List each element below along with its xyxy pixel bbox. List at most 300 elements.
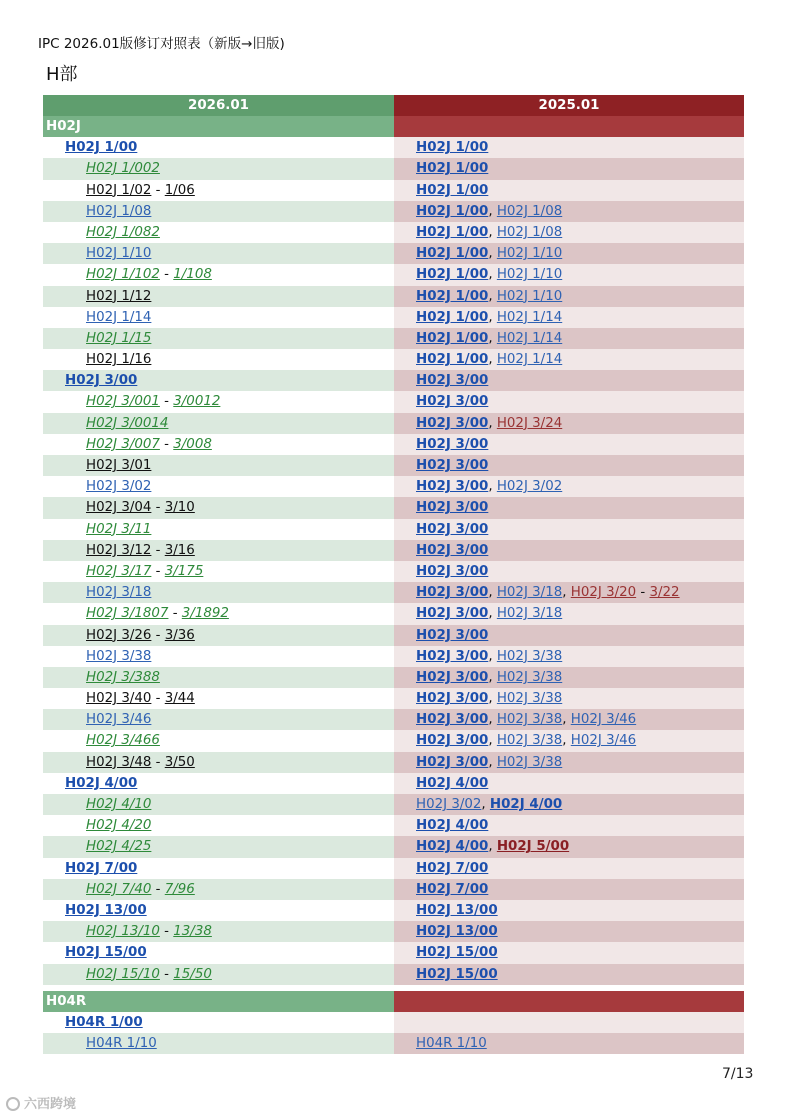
ipc-code-link[interactable]: H02J 3/24 xyxy=(496,415,563,431)
separator: , xyxy=(488,203,497,219)
table-row xyxy=(43,646,744,667)
new-code-cell xyxy=(43,730,394,751)
separator: , xyxy=(488,606,497,622)
table-row xyxy=(43,815,744,836)
separator: - xyxy=(151,542,165,558)
ipc-code-link[interactable]: H02J 4/00 xyxy=(65,775,138,791)
table-row xyxy=(43,603,744,624)
comparison-table xyxy=(43,95,744,1054)
new-code-cell xyxy=(43,391,394,412)
separator: - xyxy=(151,500,165,516)
table-row xyxy=(43,201,744,222)
ipc-code-link[interactable]: H02J 3/17 xyxy=(86,563,152,579)
new-code-cell xyxy=(43,964,394,985)
ipc-code-link[interactable]: 15/50 xyxy=(173,966,212,982)
old-code-cell xyxy=(394,730,744,751)
separator: , xyxy=(488,330,497,346)
ipc-code-link[interactable]: 3/008 xyxy=(173,436,212,452)
separator: , xyxy=(488,754,497,770)
ipc-code-link[interactable]: H02J 3/00 xyxy=(416,394,489,410)
ipc-code-link[interactable]: H02J 1/00 xyxy=(416,203,489,219)
new-code-cell xyxy=(43,286,394,307)
watermark-logo-icon xyxy=(6,1097,20,1111)
ipc-code-link[interactable]: H02J 1/00 xyxy=(416,330,489,346)
old-code-cell xyxy=(394,158,744,179)
new-code-cell xyxy=(43,603,394,624)
ipc-code-link[interactable]: H02J 3/001 xyxy=(86,394,160,410)
ipc-code-link[interactable]: H02J 15/00 xyxy=(416,945,498,961)
separator: , xyxy=(488,839,497,855)
ipc-code-link[interactable]: H02J 3/00 xyxy=(416,458,489,473)
ipc-code-link[interactable]: H02J 3/02 xyxy=(416,797,482,812)
ipc-code-link[interactable]: H02J 7/00 xyxy=(65,860,138,876)
ipc-code-link[interactable]: H04R 1/10 xyxy=(86,1036,157,1052)
old-code-cell xyxy=(394,307,744,328)
table-row xyxy=(43,773,744,794)
ipc-code-link[interactable]: H02J 3/12 xyxy=(86,542,152,558)
ipc-code-link[interactable]: H02J 3/48 xyxy=(86,754,152,770)
separator: , xyxy=(488,585,497,601)
ipc-code-link[interactable]: H02J 4/00 xyxy=(416,839,489,855)
ipc-code-link[interactable]: H02J 3/01 xyxy=(86,458,152,473)
new-code-cell xyxy=(43,773,394,794)
new-code-cell xyxy=(43,794,394,815)
ipc-code-link[interactable]: H02J 3/02 xyxy=(86,479,152,495)
ipc-code-link[interactable]: H02J 3/38 xyxy=(496,669,563,685)
old-code-cell xyxy=(394,455,744,476)
ipc-code-link[interactable]: H02J 3/02 xyxy=(496,479,563,495)
ipc-code-link[interactable]: H02J 1/10 xyxy=(496,246,563,262)
ipc-code-link[interactable]: H02J 3/00 xyxy=(416,479,489,495)
old-code-cell xyxy=(394,201,744,222)
old-code-cell xyxy=(394,964,744,985)
old-code-cell xyxy=(394,836,744,857)
new-code-cell xyxy=(43,370,394,391)
group-header-row xyxy=(43,991,744,1012)
ipc-code-link[interactable]: H02J 3/00 xyxy=(416,585,489,601)
old-code-cell xyxy=(394,328,744,349)
old-code-cell xyxy=(394,413,744,434)
table-row xyxy=(43,900,744,921)
new-code-cell xyxy=(43,561,394,582)
old-code-cell xyxy=(394,709,744,730)
old-code-cell xyxy=(394,561,744,582)
ipc-code-link[interactable]: H02J 4/00 xyxy=(416,818,489,834)
new-code-cell xyxy=(43,942,394,963)
ipc-code-link[interactable]: 1/108 xyxy=(173,267,212,283)
table-row xyxy=(43,349,744,370)
ipc-code-link[interactable]: H02J 1/00 xyxy=(416,182,489,198)
ipc-code-link[interactable]: H02J 3/466 xyxy=(86,733,160,749)
column-header-new: 2026.01 xyxy=(43,95,394,116)
ipc-code-link[interactable]: H02J 4/00 xyxy=(416,775,489,791)
ipc-code-link[interactable]: H02J 4/25 xyxy=(86,839,152,855)
table-header xyxy=(43,95,744,116)
ipc-code-link[interactable]: H02J 3/46 xyxy=(570,733,637,749)
ipc-code-link[interactable]: H02J 7/00 xyxy=(416,860,489,876)
ipc-code-link[interactable]: H02J 7/40 xyxy=(86,881,152,897)
separator: , xyxy=(488,648,497,664)
old-code-cell xyxy=(394,942,744,963)
old-code-cell xyxy=(394,116,744,137)
old-code-cell xyxy=(394,264,744,285)
table-row xyxy=(43,540,744,561)
new-code-cell xyxy=(43,688,394,709)
ipc-code-link[interactable]: 3/22 xyxy=(649,585,680,601)
separator: , xyxy=(488,246,497,262)
separator: , xyxy=(488,479,497,495)
table-row xyxy=(43,879,744,900)
ipc-code-link[interactable]: H02J 3/388 xyxy=(86,669,160,685)
separator: - xyxy=(151,627,165,643)
ipc-code-link[interactable]: H02J 1/10 xyxy=(496,288,563,304)
old-code-cell xyxy=(394,794,744,815)
new-code-cell xyxy=(43,201,394,222)
ipc-code-link[interactable]: 1/06 xyxy=(164,182,195,198)
ipc-code-link[interactable]: H02J 3/00 xyxy=(416,373,489,389)
old-code-cell xyxy=(394,879,744,900)
table-row xyxy=(43,625,744,646)
new-code-cell xyxy=(43,307,394,328)
separator: , xyxy=(488,669,497,685)
separator: - xyxy=(159,267,174,283)
new-code-cell xyxy=(43,476,394,497)
separator: , xyxy=(488,691,497,707)
new-code-cell xyxy=(43,158,394,179)
separator: - xyxy=(159,924,174,940)
ipc-code-link[interactable]: H04R 1/00 xyxy=(65,1014,143,1030)
ipc-code-link[interactable]: H02J 1/14 xyxy=(496,330,563,346)
ipc-code-link[interactable]: H02J 3/04 xyxy=(86,500,152,516)
separator: , xyxy=(488,712,497,728)
old-code-cell xyxy=(394,815,744,836)
new-code-cell xyxy=(43,434,394,455)
ipc-code-link[interactable]: H02J 3/00 xyxy=(416,691,489,707)
separator: , xyxy=(488,733,497,749)
new-code-cell xyxy=(43,540,394,561)
ipc-code-link[interactable]: H02J 3/00 xyxy=(416,606,489,622)
ipc-code-link[interactable]: H02J 3/00 xyxy=(416,712,489,728)
table-row xyxy=(43,264,744,285)
ipc-code-link[interactable]: H02J 3/38 xyxy=(496,691,563,707)
old-code-cell xyxy=(394,603,744,624)
new-code-cell xyxy=(43,836,394,857)
separator: - xyxy=(159,966,174,982)
new-code-cell xyxy=(43,1033,394,1054)
table-row xyxy=(43,180,744,201)
separator: , xyxy=(488,267,497,283)
new-code-cell xyxy=(43,858,394,879)
ipc-code-link[interactable]: H02J 3/46 xyxy=(86,712,152,728)
document-title: IPC 2026.01版修订对照表（新版→旧版) xyxy=(38,36,285,52)
ipc-code-link[interactable]: H02J 4/10 xyxy=(86,797,152,812)
ipc-code-link[interactable]: H02J 1/102 xyxy=(86,267,160,283)
ipc-code-link[interactable]: H02J 1/002 xyxy=(86,161,160,177)
ipc-code-link[interactable]: H02J 3/18 xyxy=(496,606,563,622)
table-row xyxy=(43,413,744,434)
separator: , xyxy=(562,733,571,749)
page-number: 7/13 xyxy=(722,1066,754,1082)
ipc-code-link[interactable]: H02J 4/00 xyxy=(489,797,563,812)
ipc-code-link[interactable]: H02J 1/00 xyxy=(416,140,489,156)
section-title: H部 xyxy=(46,64,78,85)
table-row xyxy=(43,794,744,815)
old-code-cell xyxy=(394,434,744,455)
ipc-code-link[interactable]: H02J 1/14 xyxy=(86,309,152,325)
ipc-code-link[interactable]: H02J 1/10 xyxy=(496,267,563,283)
ipc-code-link[interactable]: H02J 15/10 xyxy=(86,966,160,982)
old-code-cell xyxy=(394,667,744,688)
separator: , xyxy=(488,288,497,304)
old-code-cell xyxy=(394,519,744,540)
ipc-code-link[interactable]: H02J 3/00 xyxy=(416,648,489,664)
ipc-code-link[interactable]: H02J 1/12 xyxy=(86,288,152,304)
ipc-code-link[interactable]: H02J 3/38 xyxy=(496,754,563,770)
old-code-cell xyxy=(394,286,744,307)
ipc-code-link[interactable]: H02J 3/40 xyxy=(86,691,152,707)
table-row xyxy=(43,582,744,603)
separator: - xyxy=(636,585,650,601)
ipc-code-link[interactable]: H02J 1/14 xyxy=(496,309,563,325)
ipc-code-link[interactable]: 13/38 xyxy=(173,924,212,940)
table-row xyxy=(43,688,744,709)
ipc-code-link[interactable]: H02J 3/46 xyxy=(570,712,637,728)
separator: , xyxy=(488,352,497,368)
old-code-cell xyxy=(394,243,744,264)
ipc-code-link[interactable]: H02J 3/20 xyxy=(570,585,637,601)
old-code-cell xyxy=(394,625,744,646)
new-code-cell xyxy=(43,222,394,243)
ipc-code-link[interactable]: H02J 13/00 xyxy=(416,902,498,918)
ipc-code-link[interactable]: H02J 3/0014 xyxy=(86,415,169,431)
ipc-code-link[interactable]: H02J 5/00 xyxy=(496,839,570,855)
old-code-cell xyxy=(394,497,744,518)
watermark xyxy=(6,1093,76,1112)
old-code-cell xyxy=(394,858,744,879)
table-row xyxy=(43,158,744,179)
ipc-code-link[interactable]: 3/44 xyxy=(164,691,195,707)
old-code-cell xyxy=(394,370,744,391)
table-row xyxy=(43,942,744,963)
ipc-code-link[interactable]: H02J 3/00 xyxy=(416,500,489,516)
ipc-code-link[interactable]: H02J 4/20 xyxy=(86,818,152,834)
ipc-code-link[interactable]: H02J 1/00 xyxy=(416,288,489,304)
new-code-cell xyxy=(43,582,394,603)
ipc-code-link[interactable]: H02J 1/00 xyxy=(65,140,138,156)
ipc-code-link[interactable]: H02J 3/38 xyxy=(86,648,152,664)
ipc-code-link[interactable]: H02J 7/00 xyxy=(416,881,489,897)
old-code-cell xyxy=(394,752,744,773)
ipc-code-link[interactable]: H02J 3/00 xyxy=(416,754,489,770)
table-body xyxy=(43,116,744,1054)
ipc-code-link[interactable]: H02J 3/00 xyxy=(65,373,138,389)
watermark-text: 六西跨境 xyxy=(24,1097,77,1112)
new-code-cell xyxy=(43,180,394,201)
old-code-cell xyxy=(394,646,744,667)
table-row xyxy=(43,370,744,391)
ipc-code-link[interactable]: 3/50 xyxy=(164,754,195,770)
table-row xyxy=(43,858,744,879)
old-code-cell xyxy=(394,1012,744,1033)
old-code-cell xyxy=(394,349,744,370)
table-row xyxy=(43,709,744,730)
new-code-cell xyxy=(43,497,394,518)
table-row xyxy=(43,243,744,264)
ipc-code-link[interactable]: H02J 3/1807 xyxy=(86,606,169,622)
ipc-code-link[interactable]: H02J 13/10 xyxy=(86,924,160,940)
table-row xyxy=(43,476,744,497)
old-code-cell xyxy=(394,540,744,561)
ipc-code-link[interactable]: H02J 13/00 xyxy=(416,924,498,940)
ipc-code-link[interactable]: H02J 1/02 xyxy=(86,182,152,198)
ipc-code-link[interactable]: 3/10 xyxy=(164,500,195,516)
ipc-code-link[interactable]: H02J 1/00 xyxy=(416,309,489,325)
ipc-code-link[interactable]: 3/0012 xyxy=(173,394,221,410)
ipc-code-link[interactable]: H02J 3/00 xyxy=(416,733,489,749)
old-code-cell xyxy=(394,137,744,158)
table-row xyxy=(43,137,744,158)
ipc-code-link[interactable]: H04R 1/10 xyxy=(416,1036,487,1052)
old-code-cell xyxy=(394,476,744,497)
separator: - xyxy=(151,182,165,198)
ipc-code-link[interactable]: H02J 1/08 xyxy=(496,224,563,240)
ipc-code-link[interactable]: H02J 3/00 xyxy=(416,563,489,579)
table-row xyxy=(43,1012,744,1033)
new-code-cell xyxy=(43,921,394,942)
table-row xyxy=(43,730,744,751)
ipc-code-link[interactable]: H02J 3/18 xyxy=(86,585,152,601)
ipc-code-link[interactable]: H02J 1/082 xyxy=(86,224,160,240)
ipc-code-link[interactable]: H02J 1/08 xyxy=(496,203,563,219)
ipc-code-link[interactable]: 3/175 xyxy=(164,563,204,579)
new-code-cell xyxy=(43,243,394,264)
new-code-cell xyxy=(43,264,394,285)
table-row xyxy=(43,964,744,985)
ipc-code-link[interactable]: H02J 1/08 xyxy=(86,203,152,219)
new-code-cell xyxy=(43,137,394,158)
table-row xyxy=(43,455,744,476)
ipc-code-link[interactable]: H02J 3/00 xyxy=(416,669,489,685)
table-row xyxy=(43,667,744,688)
ipc-code-link[interactable]: H02J 3/18 xyxy=(496,585,563,601)
ipc-code-link[interactable]: H02J 15/00 xyxy=(65,945,147,961)
separator: , xyxy=(488,415,497,431)
separator: - xyxy=(168,606,182,622)
ipc-code-link[interactable]: H02J 3/00 xyxy=(416,436,489,452)
ipc-code-link[interactable]: H02J 3/00 xyxy=(416,627,489,643)
ipc-code-link[interactable]: H02J 1/00 xyxy=(416,246,489,262)
old-code-cell xyxy=(394,391,744,412)
new-code-cell xyxy=(43,519,394,540)
separator: - xyxy=(151,754,165,770)
ipc-code-link[interactable]: H02J 3/00 xyxy=(416,542,489,558)
ipc-code-link[interactable]: H02J 1/00 xyxy=(416,267,489,283)
ipc-code-link[interactable]: H02J 3/38 xyxy=(496,733,563,749)
table-row xyxy=(43,307,744,328)
separator: - xyxy=(151,881,165,897)
new-code-cell xyxy=(43,413,394,434)
new-code-cell xyxy=(43,815,394,836)
new-code-cell xyxy=(43,667,394,688)
new-code-cell xyxy=(43,1012,394,1033)
ipc-code-link[interactable]: H02J 1/15 xyxy=(86,330,152,346)
new-code-cell xyxy=(43,879,394,900)
table-row xyxy=(43,497,744,518)
ipc-code-link[interactable]: H02J 1/00 xyxy=(416,224,489,240)
new-code-cell xyxy=(43,646,394,667)
table-row xyxy=(43,519,744,540)
table-row xyxy=(43,286,744,307)
ipc-code-link[interactable]: H02J 3/38 xyxy=(496,648,563,664)
new-code-cell: H04R xyxy=(43,991,394,1012)
group-header-row xyxy=(43,116,744,137)
ipc-code-link[interactable]: H02J 1/10 xyxy=(86,246,152,262)
table-row xyxy=(43,921,744,942)
ipc-code-link[interactable]: H02J 3/00 xyxy=(416,521,489,537)
ipc-code-link[interactable]: H02J 1/00 xyxy=(416,161,489,177)
ipc-code-link[interactable]: 3/1892 xyxy=(181,606,229,622)
separator: , xyxy=(562,585,571,601)
ipc-code-link[interactable]: H02J 3/00 xyxy=(416,415,489,431)
new-code-cell xyxy=(43,752,394,773)
separator: - xyxy=(159,394,174,410)
ipc-code-link[interactable]: H02J 1/14 xyxy=(496,352,563,368)
table-row xyxy=(43,752,744,773)
old-code-cell xyxy=(394,688,744,709)
ipc-code-link[interactable]: H02J 3/38 xyxy=(496,712,563,728)
table-row xyxy=(43,434,744,455)
table-row xyxy=(43,222,744,243)
table-row xyxy=(43,561,744,582)
ipc-code-link[interactable]: H02J 1/16 xyxy=(86,352,152,368)
ipc-code-link[interactable]: 7/96 xyxy=(164,881,195,897)
old-code-cell xyxy=(394,991,744,1012)
table-row xyxy=(43,391,744,412)
ipc-code-link[interactable]: 3/16 xyxy=(164,542,195,558)
new-code-cell xyxy=(43,455,394,476)
table-row xyxy=(43,328,744,349)
old-code-cell xyxy=(394,222,744,243)
new-code-cell xyxy=(43,900,394,921)
column-header-old: 2025.01 xyxy=(394,95,744,116)
old-code-cell xyxy=(394,773,744,794)
ipc-code-link[interactable]: H02J 3/007 xyxy=(86,436,160,452)
ipc-code-link[interactable]: H02J 1/00 xyxy=(416,352,489,368)
ipc-code-link[interactable]: 3/36 xyxy=(164,627,195,643)
separator: - xyxy=(151,563,165,579)
new-code-cell xyxy=(43,709,394,730)
new-code-cell xyxy=(43,625,394,646)
ipc-code-link[interactable]: H02J 13/00 xyxy=(65,902,147,918)
new-code-cell xyxy=(43,349,394,370)
new-code-cell xyxy=(43,328,394,349)
new-code-cell: H02J xyxy=(43,116,394,137)
ipc-code-link[interactable]: H02J 3/26 xyxy=(86,627,152,643)
table-row xyxy=(43,836,744,857)
table-row xyxy=(43,1033,744,1054)
ipc-code-link[interactable]: H02J 3/11 xyxy=(86,521,152,537)
separator: , xyxy=(488,309,497,325)
old-code-cell xyxy=(394,900,744,921)
separator: - xyxy=(159,436,174,452)
old-code-cell xyxy=(394,1033,744,1054)
old-code-cell xyxy=(394,582,744,603)
separator: , xyxy=(562,712,571,728)
old-code-cell xyxy=(394,180,744,201)
old-code-cell xyxy=(394,921,744,942)
separator: , xyxy=(481,797,490,812)
ipc-code-link[interactable]: H02J 15/00 xyxy=(416,966,498,982)
